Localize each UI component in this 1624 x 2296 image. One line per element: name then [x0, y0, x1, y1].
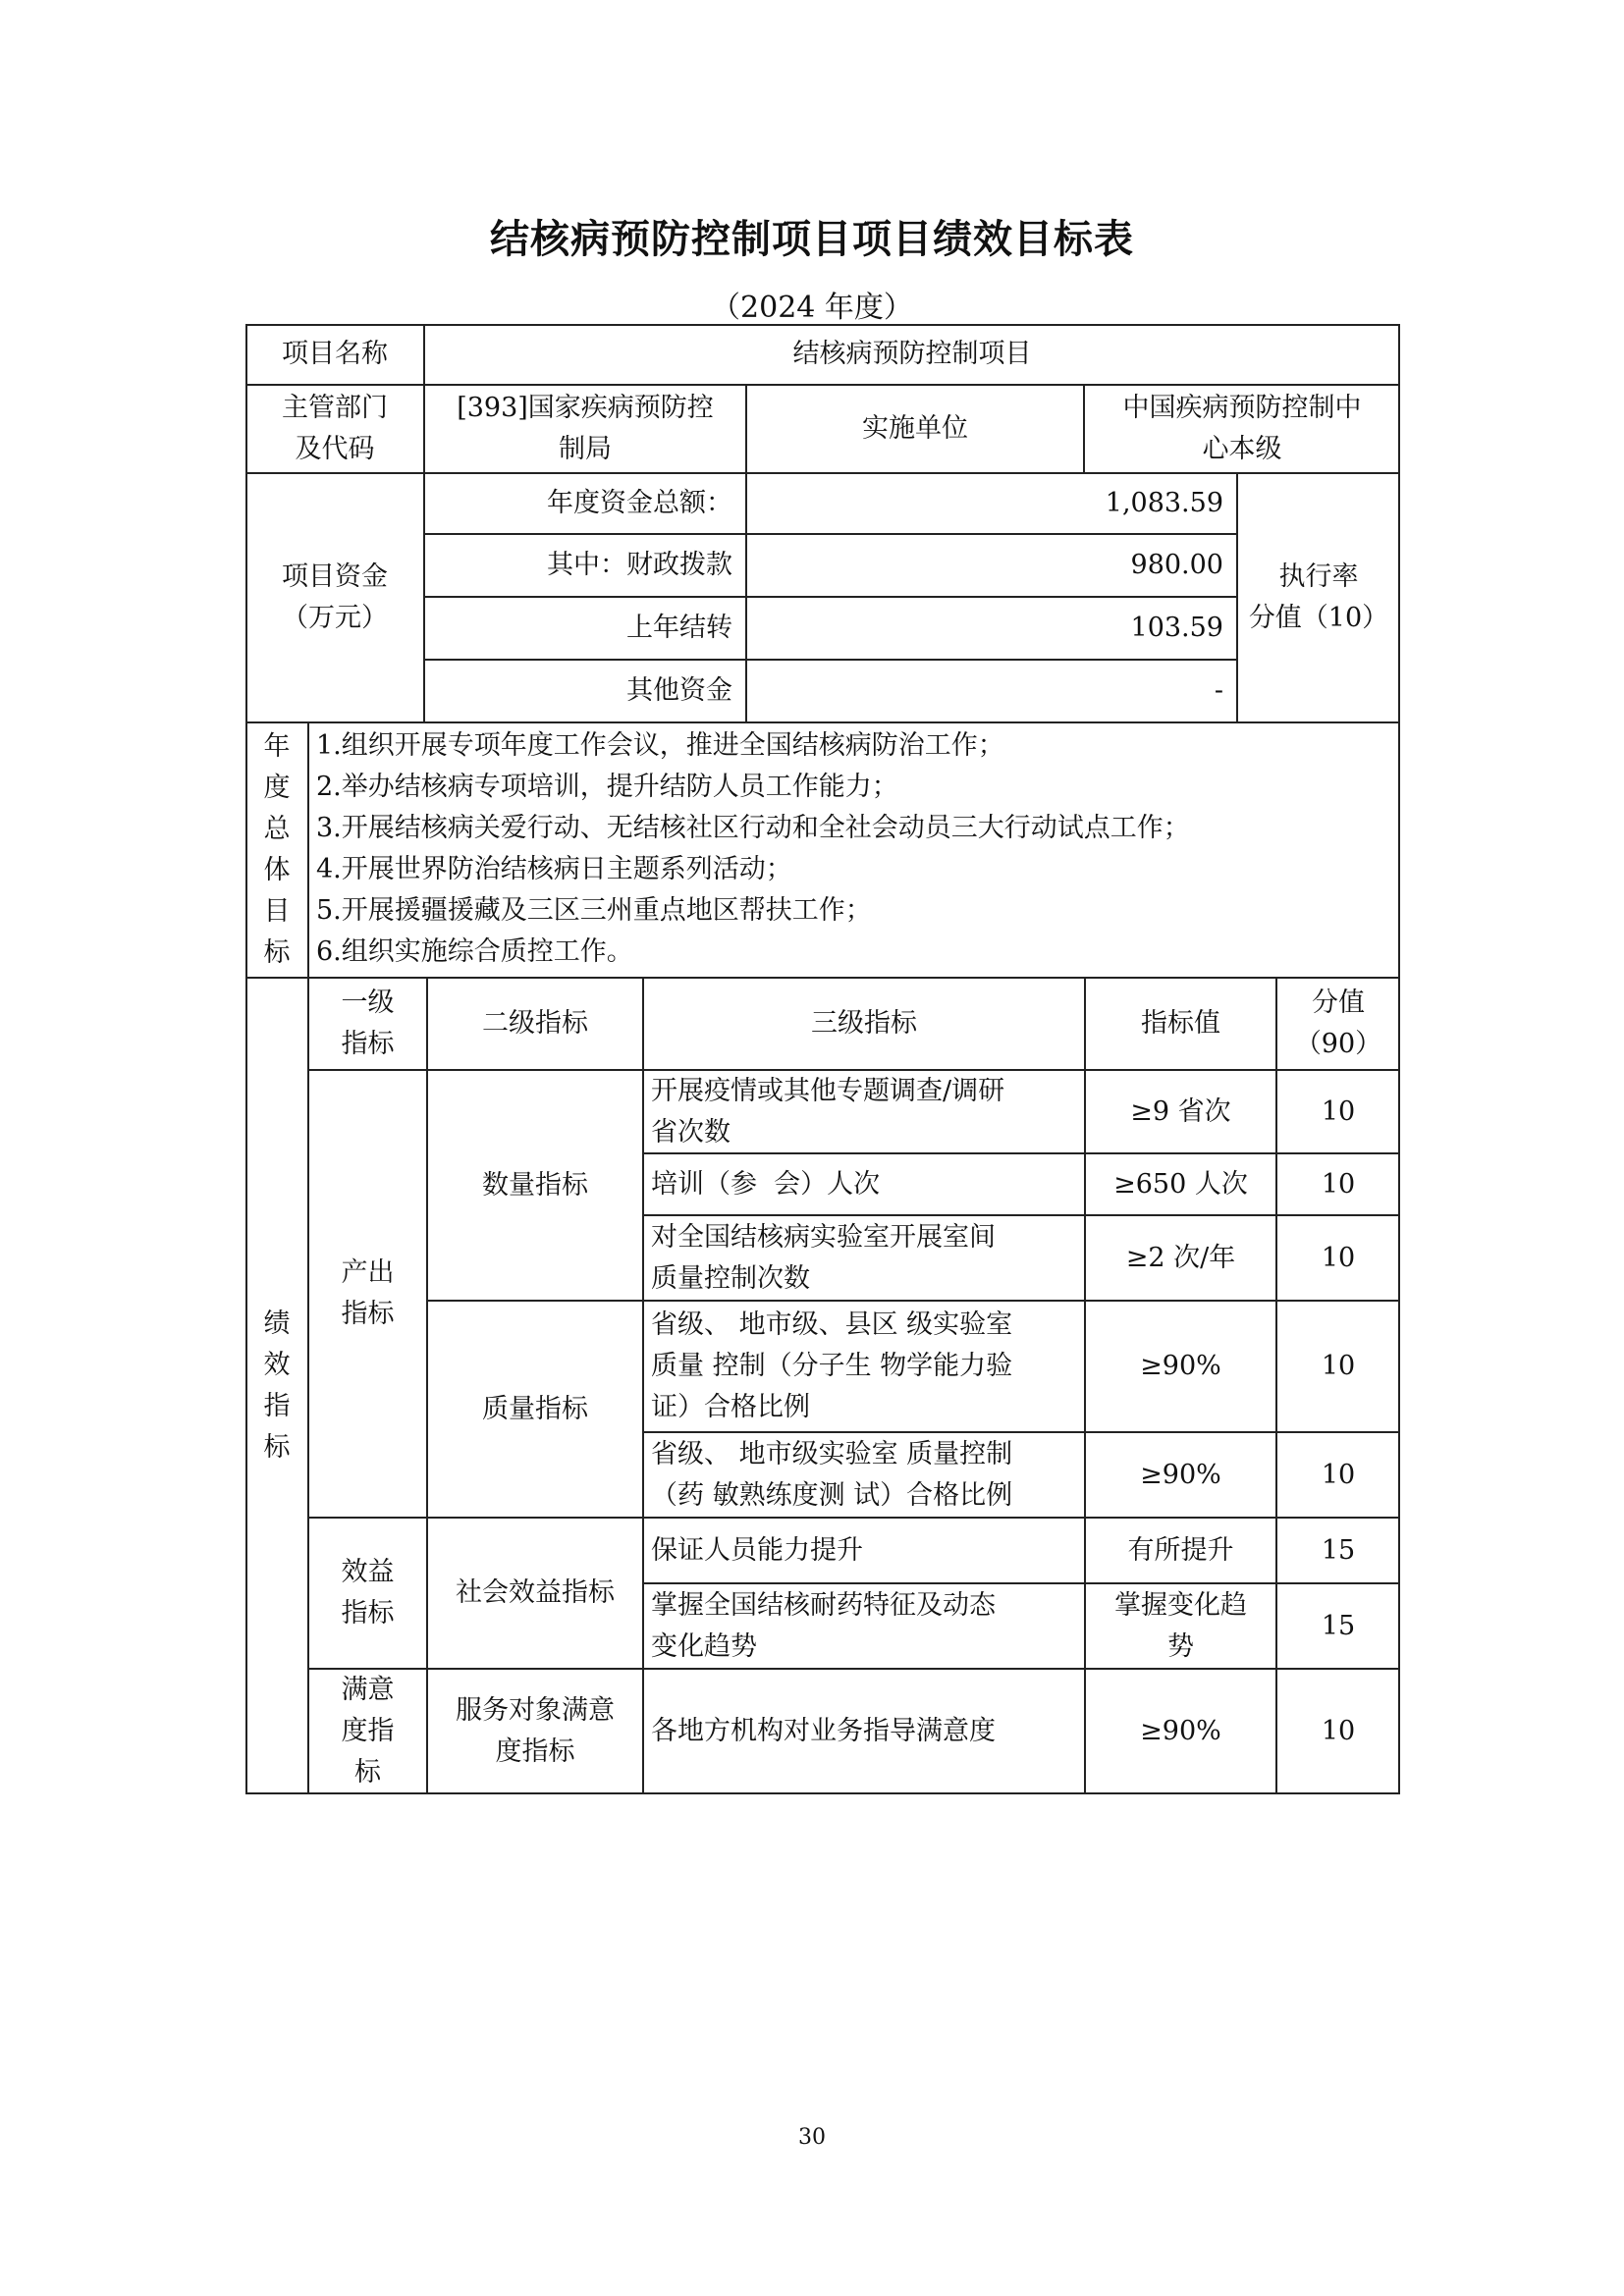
fund-carryover-value: 103.59: [1130, 613, 1223, 643]
funds-label: 项目资金 （万元）: [282, 561, 388, 633]
level1-output: 产出 指标: [341, 1257, 395, 1329]
indicator-cell: 培训（参 会）人次: [651, 1168, 881, 1200]
indicator-value-cell: ≥90%: [1140, 1716, 1221, 1746]
level1-satisfaction: 满意 度指 标: [341, 1675, 395, 1788]
performance-table: [245, 324, 1400, 1794]
score-cell: 10: [1321, 1095, 1356, 1127]
fund-other-label: 其他资金: [626, 675, 732, 706]
header-indicator-value: 指标值: [1141, 1008, 1220, 1039]
indicator-cell: 开展疫情或其他专题调查/调研 省次数: [651, 1075, 1005, 1148]
level1-benefit: 效益 指标: [341, 1557, 395, 1629]
execution-rate-label: 执行率 分值（10）: [1248, 561, 1389, 633]
indicator-cell: 掌握全国结核耐药特征及动态 变化趋势: [651, 1589, 996, 1662]
annual-goals-label: 年 度 总 体 目 标: [263, 731, 291, 968]
page-title: 结核病预防控制项目项目绩效目标表: [490, 217, 1134, 262]
project-name-label: 项目名称: [282, 339, 388, 369]
score-cell: 10: [1321, 1716, 1356, 1746]
indicator-value-cell: ≥9 省次: [1130, 1095, 1231, 1127]
score-cell: 10: [1321, 1351, 1356, 1381]
fund-total-value: 1,083.59: [1105, 488, 1223, 518]
fund-other-value: -: [1214, 675, 1223, 706]
goal-item: 1.组织开展专项年度工作会议，推进全国结核病防治工作；: [316, 730, 1004, 761]
level2-quantity: 数量指标: [482, 1169, 588, 1201]
header-level2: 二级指标: [482, 1008, 588, 1039]
goal-item: 3.开展结核病关爱行动、无结核社区行动和全社会动员三大行动试点工作；: [316, 813, 1190, 843]
project-name-value: 结核病预防控制项目: [792, 339, 1032, 369]
score-cell: 10: [1321, 1168, 1356, 1200]
implementing-unit-label: 实施单位: [862, 413, 968, 444]
score-cell: 15: [1321, 1610, 1356, 1641]
goal-item: 6.组织实施综合质控工作。: [316, 936, 633, 967]
page-number: 30: [798, 2125, 826, 2150]
score-cell: 15: [1321, 1534, 1356, 1566]
header-score: 分值 （90）: [1294, 988, 1382, 1059]
header-level3: 三级指标: [811, 1008, 917, 1039]
indicator-cell: 保证人员能力提升: [651, 1534, 863, 1566]
indicator-cell: 各地方机构对业务指导满意度: [651, 1716, 996, 1746]
indicator-value-cell: ≥650 人次: [1113, 1168, 1248, 1200]
indicator-cell: 省级、 地市级、县区 级实验室 质量 控制（分子生 物学能力验 证）合格比例: [651, 1309, 1013, 1422]
indicator-cell: 省级、 地市级实验室 质量控制 （药 敏熟练度测 试）合格比例: [651, 1438, 1013, 1511]
fund-carryover-label: 上年结转: [626, 613, 732, 643]
annual-goals-list: [308, 725, 1400, 977]
implementing-unit-value: 中国疾病预防控制中 心本级: [1122, 393, 1362, 464]
goal-item: 4.开展世界防治结核病日主题系列活动；: [316, 854, 792, 884]
indicator-value-cell: 掌握变化趋 势: [1114, 1589, 1247, 1662]
level2-social-benefit: 社会效益指标: [456, 1577, 615, 1608]
department-value: [393]国家疾病预防控 制局: [457, 393, 714, 464]
indicator-value-cell: ≥90%: [1140, 1459, 1221, 1490]
performance-indicators-label: 绩 效 指 标: [263, 1308, 291, 1463]
indicator-value-cell: ≥2 次/年: [1125, 1242, 1236, 1273]
score-cell: 10: [1321, 1242, 1356, 1273]
goal-item: 2.举办结核病专项培训，提升结防人员工作能力；: [316, 772, 898, 802]
header-level1: 一级 指标: [341, 988, 395, 1059]
page-subtitle: （2024 年度）: [711, 291, 913, 325]
indicator-value-cell: 有所提升: [1127, 1534, 1234, 1566]
department-label: 主管部门 及代码: [282, 393, 388, 464]
indicator-value-cell: ≥90%: [1140, 1351, 1221, 1381]
fund-fiscal-value: 980.00: [1130, 550, 1223, 580]
level2-service-satisfaction: 服务对象满意 度指标: [456, 1695, 615, 1767]
level2-quality: 质量指标: [482, 1393, 588, 1424]
indicator-cell: 对全国结核病实验室开展室间 质量控制次数: [651, 1221, 996, 1294]
goal-item: 5.开展援疆援藏及三区三州重点地区帮扶工作；: [316, 895, 872, 926]
score-cell: 10: [1321, 1459, 1356, 1490]
fund-total-label: 年度资金总额：: [547, 488, 732, 518]
fund-fiscal-label: 其中：财政拨款: [547, 550, 732, 580]
